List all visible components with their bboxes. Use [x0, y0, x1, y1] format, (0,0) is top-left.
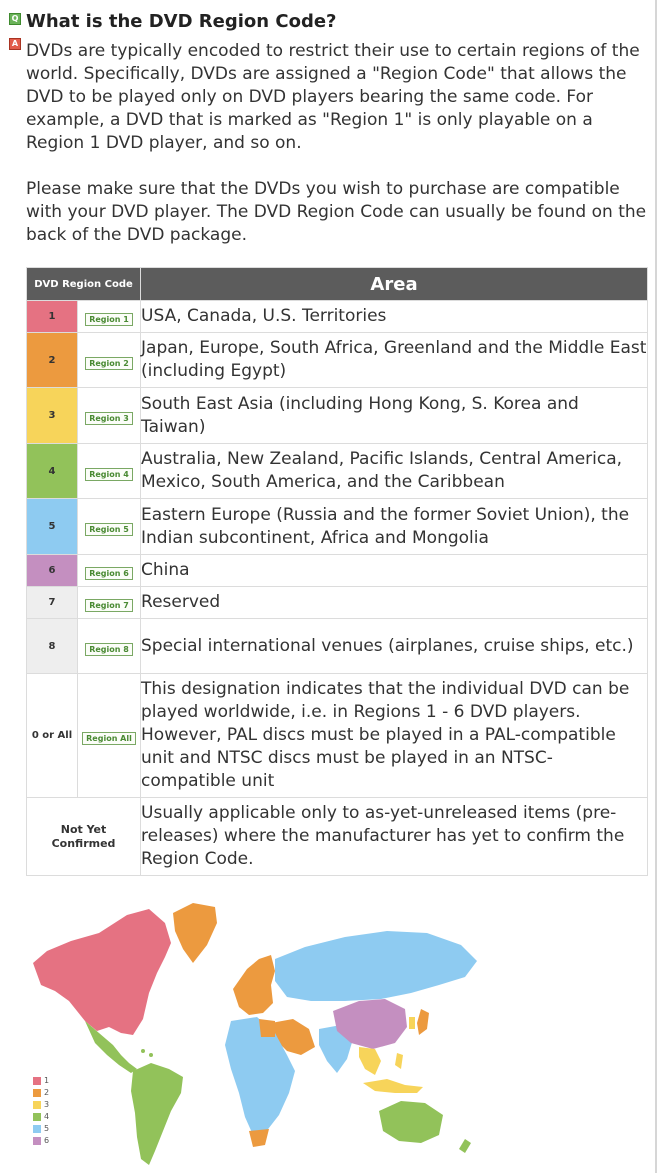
table-row — [27, 798, 648, 876]
map-russia — [275, 931, 477, 1001]
region-badge: Region 2 — [85, 357, 133, 370]
map-egypt — [259, 1019, 275, 1037]
table-row — [27, 619, 648, 674]
region-number: 6 — [27, 555, 78, 587]
table-row — [27, 555, 648, 587]
table-row — [27, 499, 648, 555]
table-row — [27, 301, 648, 333]
region-badge: Region 4 — [85, 468, 133, 481]
region-badge: Region 6 — [85, 567, 133, 580]
map-southeast-asia — [359, 1047, 381, 1075]
region-badge: Region 7 — [85, 599, 133, 612]
map-korea — [409, 1017, 415, 1029]
question-icon: Q — [9, 13, 21, 25]
region-number: 8 — [27, 619, 78, 674]
map-greenland — [173, 903, 217, 963]
legend-label: 4 — [44, 1112, 50, 1121]
legend-item-5 — [33, 1123, 49, 1135]
faq-answer-paragraph-2: Please make sure that the DVDs you wish to purchase are compatible with your DVD player. The DVD Region Code can usually be found on the back of the DVD package. — [26, 179, 647, 245]
legend-item-2 — [33, 1087, 49, 1099]
region-number: 1 — [27, 301, 78, 333]
region-code-table — [26, 267, 648, 876]
region-area: USA, Canada, U.S. Territories — [141, 301, 648, 333]
map-north-america — [33, 909, 171, 1035]
legend-swatch — [33, 1113, 41, 1121]
legend-label: 2 — [44, 1088, 50, 1097]
map-japan — [417, 1009, 429, 1035]
region-world-map — [25, 893, 495, 1173]
legend-item-4 — [33, 1111, 49, 1123]
region-number: 0 or All — [27, 674, 78, 798]
region-area: Eastern Europe (Russia and the former Soviet Union), the Indian subcontinent, Africa and Mongolia — [141, 499, 648, 555]
region-area: Usually applicable only to as-yet-unreleased items (pre-releases) where the manufacturer has yet to confirm the Region Code. — [141, 798, 648, 876]
region-number: 3 — [27, 388, 78, 444]
region-number: 2 — [27, 333, 78, 388]
table-row — [27, 444, 648, 499]
header-region-code: DVD Region Code — [27, 268, 141, 301]
legend-swatch — [33, 1089, 41, 1097]
map-philippines — [395, 1053, 403, 1069]
region-badge: Region 8 — [85, 643, 133, 656]
region-number: 7 — [27, 587, 78, 619]
map-australia — [379, 1101, 443, 1143]
region-area: South East Asia (including Hong Kong, S. Korea and Taiwan) — [141, 388, 648, 444]
table-row — [27, 333, 648, 388]
answer-icon: A — [9, 38, 21, 50]
legend-label: 1 — [44, 1076, 50, 1085]
region-number: 4 — [27, 444, 78, 499]
region-area: Australia, New Zealand, Pacific Islands, Central America, Mexico, South America, and the Caribbean — [141, 444, 648, 499]
legend-swatch — [33, 1077, 41, 1085]
legend-swatch — [33, 1137, 41, 1145]
map-europe — [233, 955, 275, 1015]
map-legend — [33, 1075, 49, 1147]
header-area: Area — [141, 268, 648, 301]
table-row — [27, 587, 648, 619]
table-header-row — [27, 268, 648, 301]
faq-answer-paragraph-1: DVDs are typically encoded to restrict their use to certain regions of the world. Specifically, DVDs are assigned a "Region Code" that allows the DVD to be played only on DVD players bearing the same code. For example, a DVD that is marked as "Region 1" is only playable on a Region 1 DVD player, and so on. — [26, 41, 640, 153]
legend-label: 6 — [44, 1136, 50, 1145]
legend-label: 3 — [44, 1100, 50, 1109]
region-area: This designation indicates that the individual DVD can be played worldwide, i.e. in Regions 1 - 6 DVD players. However, PAL discs must be played in a PAL-compatible unit and NTSC discs must be played in an NTSC-compatible unit — [141, 674, 648, 798]
legend-swatch — [33, 1101, 41, 1109]
legend-label: 5 — [44, 1124, 50, 1133]
legend-item-3 — [33, 1099, 49, 1111]
legend-swatch — [33, 1125, 41, 1133]
region-area: Special international venues (airplanes, cruise ships, etc.) — [141, 619, 648, 674]
region-area: Reserved — [141, 587, 648, 619]
table-row — [27, 674, 648, 798]
map-south-america — [131, 1063, 183, 1165]
map-south-africa — [249, 1129, 269, 1147]
region-badge: Region All — [82, 732, 136, 745]
region-badge: Region 3 — [85, 412, 133, 425]
region-badge: Region 1 — [85, 313, 133, 326]
map-new-zealand — [459, 1139, 471, 1153]
legend-item-6 — [33, 1135, 49, 1147]
legend-item-1 — [33, 1075, 49, 1087]
faq-question-title: What is the DVD Region Code? — [26, 11, 337, 32]
region-number: 5 — [27, 499, 78, 555]
table-row — [27, 388, 648, 444]
region-number: Not Yet Confirmed — [27, 798, 141, 876]
region-badge: Region 5 — [85, 523, 133, 536]
region-area: China — [141, 555, 648, 587]
map-indonesia — [363, 1079, 423, 1093]
region-area: Japan, Europe, South Africa, Greenland and the Middle East (including Egypt) — [141, 333, 648, 388]
